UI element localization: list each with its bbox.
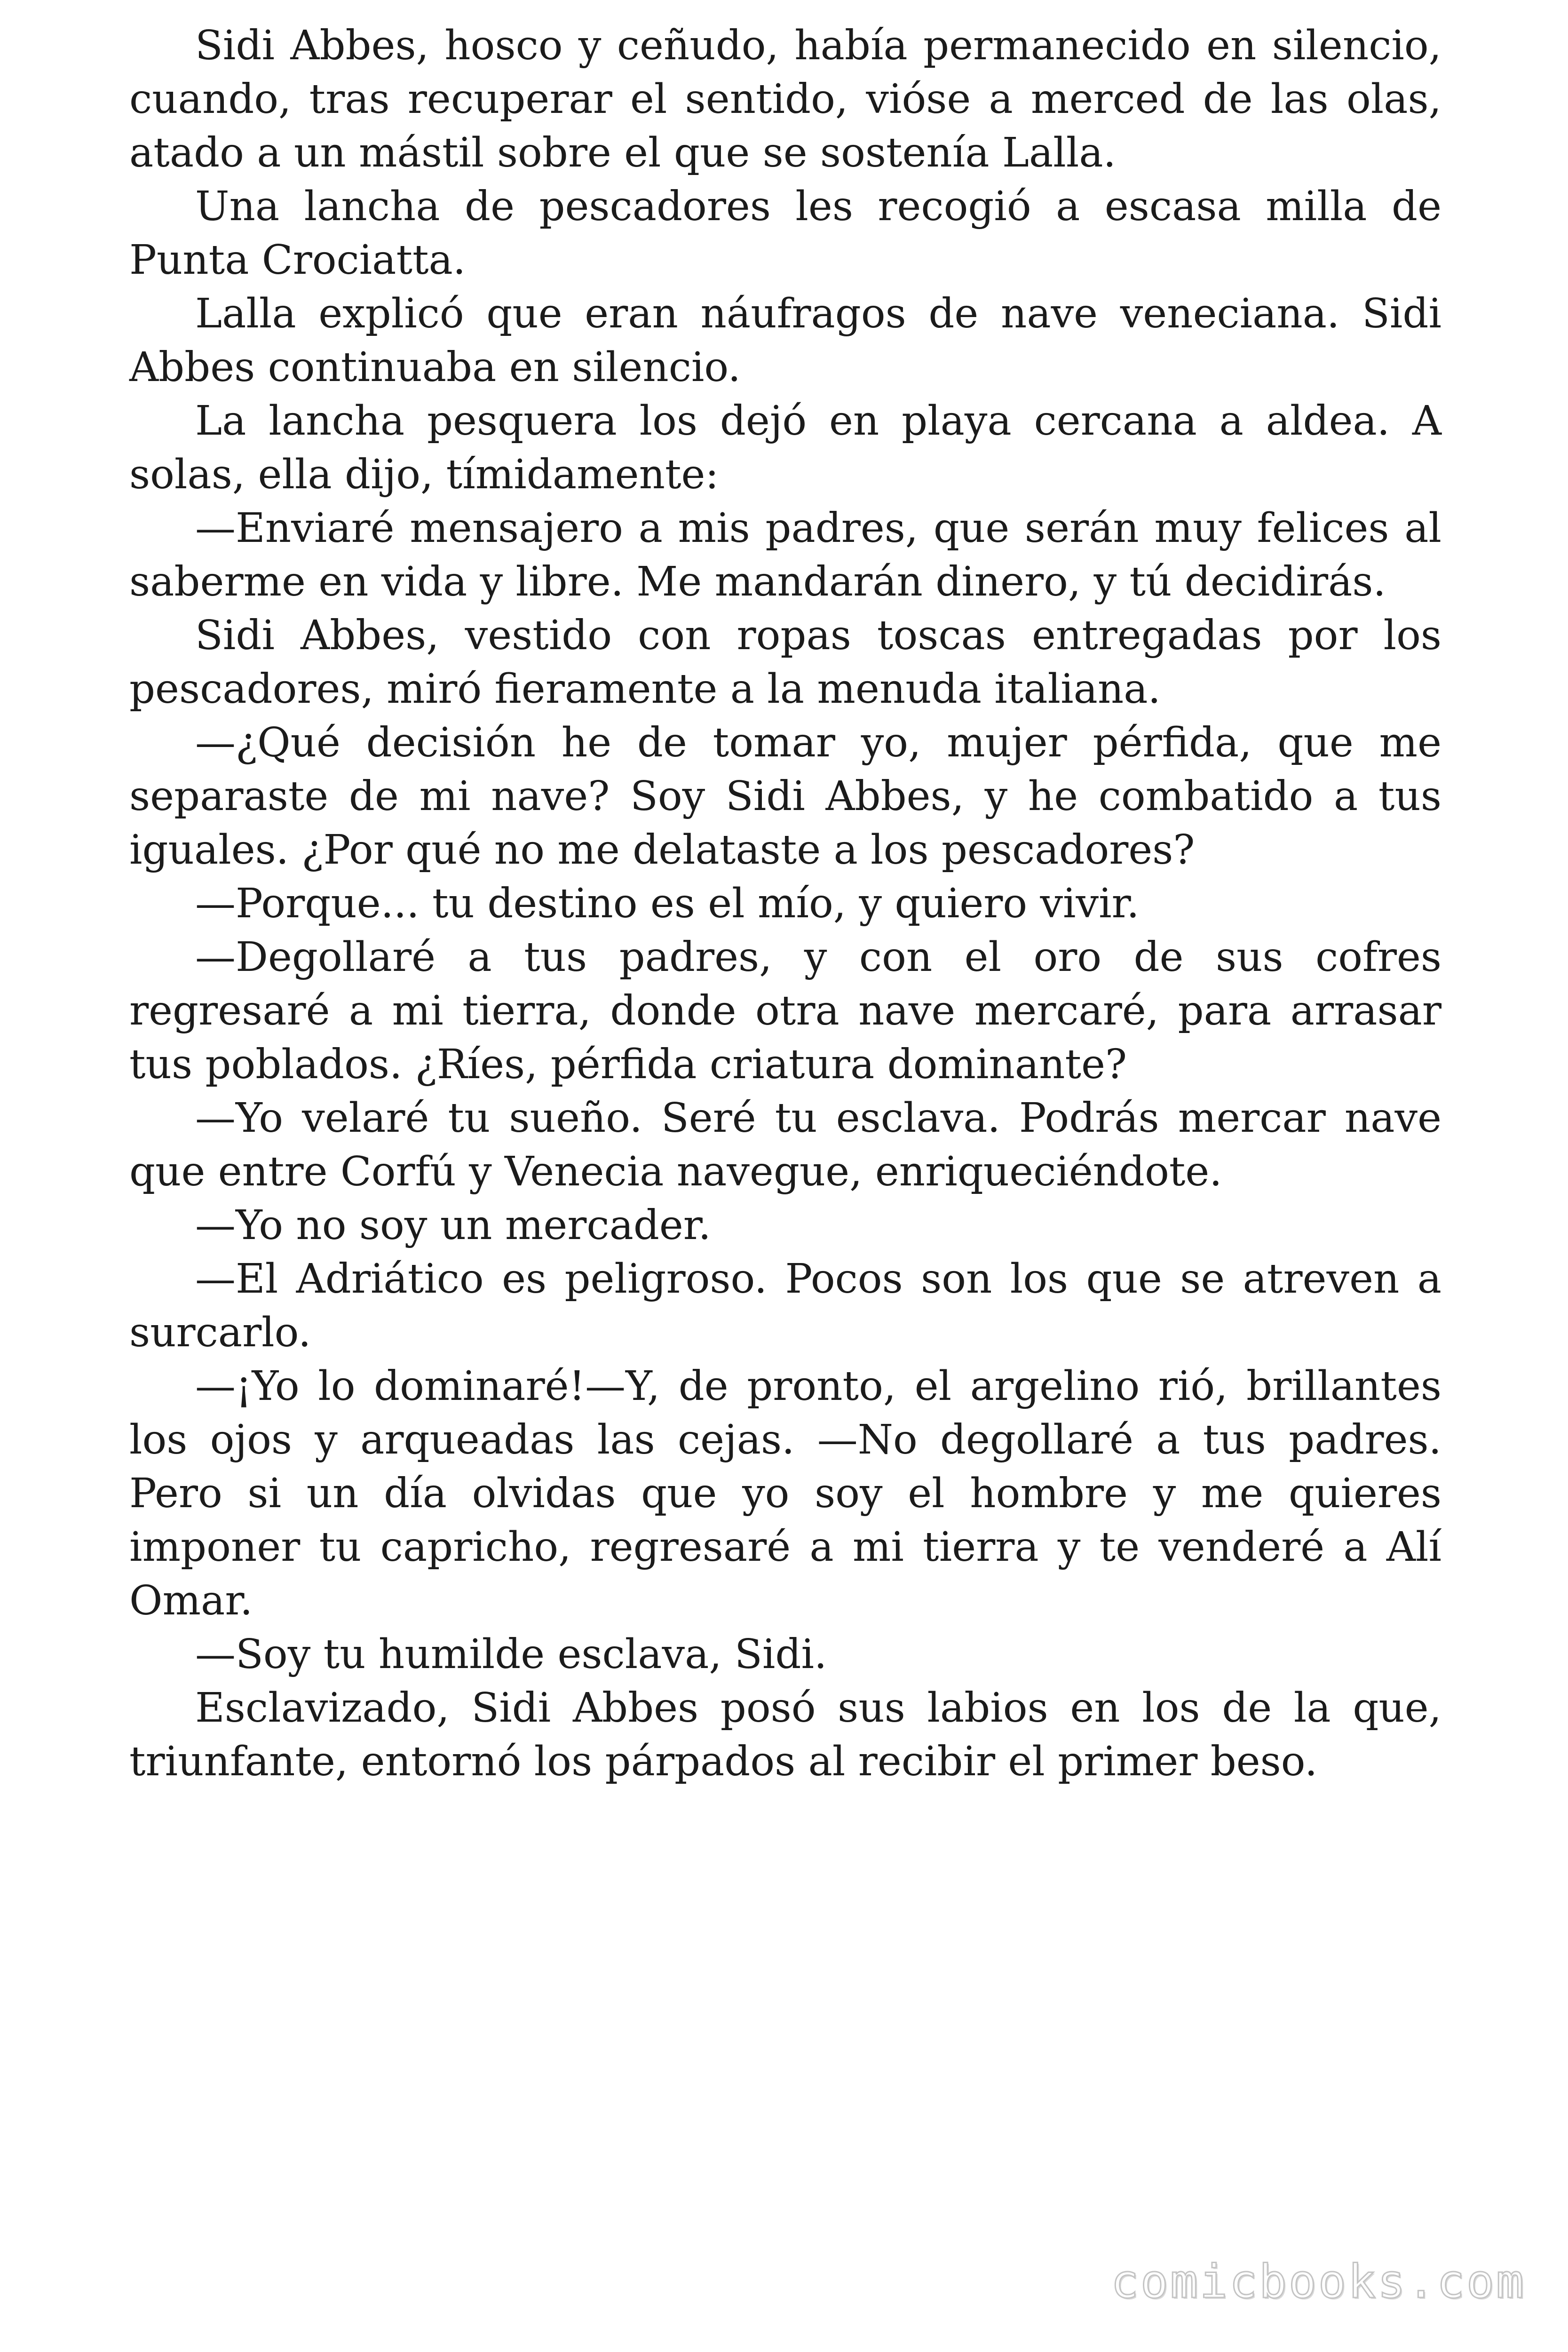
paragraph: La lancha pesquera los dejó en playa cercana a aldea. A solas, ella dijo, tímidamente: bbox=[129, 397, 1441, 498]
paragraph: Sidi Abbes, hosco y ceñudo, había permanecido en silencio, cuando, tras recuperar el sentido, vióse a merced de las olas, atado a un mástil sobre el que se sostenía Lalla. bbox=[129, 22, 1441, 176]
dialogue-paragraph: —¿Qué decisión he de tomar yo, mujer pérfida, que me separaste de mi nave? Soy Sidi Abbes, y he combatido a tus iguales. ¿Por qué no me delataste a los pescadores? bbox=[129, 719, 1441, 874]
dialogue-paragraph: —El Adriático es peligroso. Pocos son los que se atreven a surcarlo. bbox=[129, 1255, 1441, 1356]
dialogue-paragraph: —Enviaré mensajero a mis padres, que serán muy felices al saberme en vida y libre. Me mandarán dinero, y tú decidirás. bbox=[129, 505, 1441, 605]
dialogue-paragraph: —Yo no soy un mercader. bbox=[195, 1202, 711, 1249]
paragraph: Esclavizado, Sidi Abbes posó sus labios en los de la que, triunfante, entornó los párpados al recibir el primer beso. bbox=[129, 1685, 1441, 1785]
dialogue-paragraph: —Soy tu humilde esclava, Sidi. bbox=[195, 1631, 827, 1678]
paragraph: Una lancha de pescadores les recogió a escasa milla de Punta Crociatta. bbox=[129, 183, 1441, 284]
paragraph: Lalla explicó que eran náufragos de nave veneciana. Sidi Abbes continuaba en silencio. bbox=[129, 290, 1441, 391]
dialogue-paragraph: —Yo velaré tu sueño. Seré tu esclava. Podrás mercar nave que entre Corfú y Venecia navegue, enriqueciéndote. bbox=[129, 1095, 1441, 1195]
dialogue-paragraph: —Porque... tu destino es el mío, y quiero vivir. bbox=[195, 880, 1140, 927]
paragraph: Sidi Abbes, vestido con ropas toscas entregadas por los pescadores, miró fieramente a la menuda italiana. bbox=[129, 612, 1441, 713]
dialogue-paragraph: —¡Yo lo dominaré!—Y, de pronto, el argelino rió, brillantes los ojos y arqueadas las cejas. —No degollaré a tus padres. Pero si un día olvidas que yo soy el hombre y me quieres imponer tu capricho, regresaré a mi tierra y te venderé a Alí Omar. bbox=[129, 1363, 1441, 1624]
page-body-text bbox=[129, 19, 1441, 1788]
watermark: comicbooks.com bbox=[1110, 2255, 1526, 2309]
dialogue-paragraph: —Degollaré a tus padres, y con el oro de sus cofres regresaré a mi tierra, donde otra nave mercaré, para arrasar tus poblados. ¿Ríes, pérfida criatura dominante? bbox=[129, 934, 1441, 1088]
